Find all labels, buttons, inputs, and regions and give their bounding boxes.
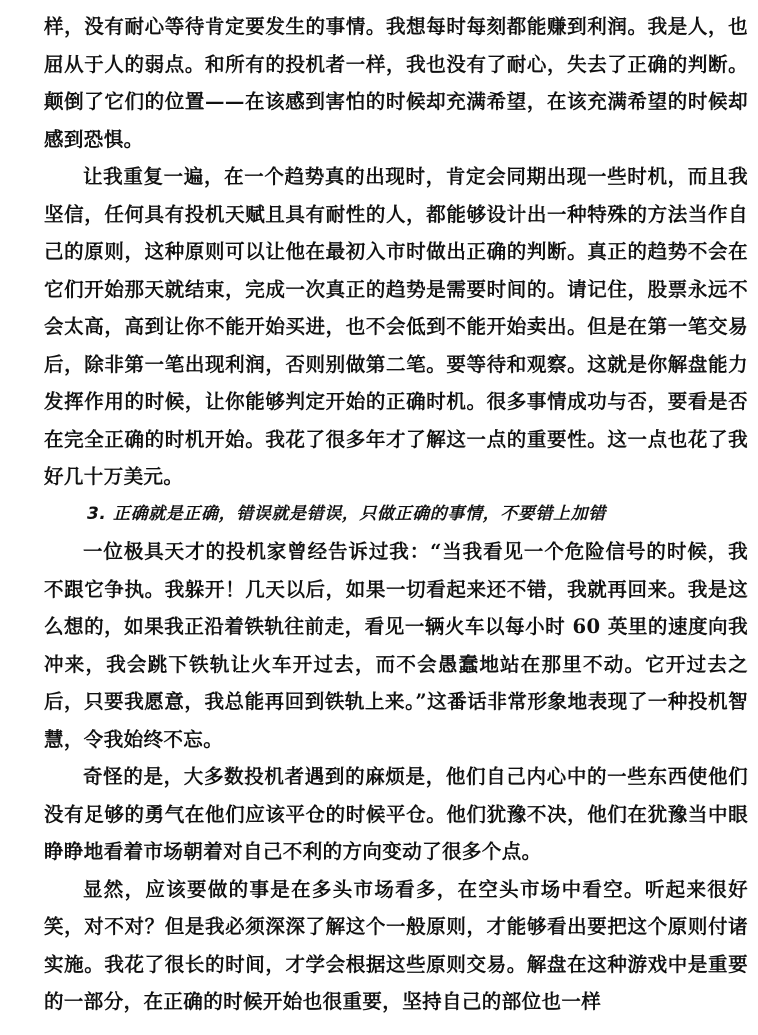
paragraph-bull-bear: 显然，应该要做的事是在多头市场看多，在空头市场中看空。听起来很好笑，对不对？但是我必须深深了解这个一般原则，才能够看出要把这个原则付诸实施。我花了很长的时间，才学会根据这些原则交易。解盘在这种游戏中是重要的一部分，在正确的时候开始也很重要，坚持自己的部位也一样: [44, 877, 748, 1013]
section-heading: 3. 正确就是正确，错误就是错误，只做正确的事情，不要错上加错: [87, 503, 606, 524]
paragraph-trend-timing: 让我重复一遍，在一个趋势真的出现时，肯定会同期出现一些时机，而且我坚信，任何具有投机天赋且具有耐性的人，都能够设计出一种特殊的方法当作自己的原则，这种原则可以让他在最初入市时做出正确的判断。真正的趋势不会在它们开始那天就结束，完成一次真正的趋势是需要时间的。请记住，股票永远不会太高，高到让你不能开始买进，也不会低到不能开始卖出。但是在第一笔交易后，除非第一笔出现利润，否则别做第二笔。要等待和观察。这就是你解盘能力发挥作用的时候，让你能够判定开始的正确时机。很多事情成功与否，要看是否在完全正确的时机开始。我花了很多年才了解这一点的重要性。这一点也花了我好几十万美元。: [44, 165, 748, 488]
paragraph-hesitation: 奇怪的是，大多数投机者遇到的麻烦是，他们自己内心中的一些东西使他们没有足够的勇气在他们应该平仓的时候平仓。他们犹豫不决，他们在犹豫当中眼睁睁地看着市场朝着对自己不利的方向变动了很多个点。: [44, 765, 748, 863]
paragraph-continued: 样，没有耐心等待肯定要发生的事情。我想每时每刻都能赚到利润。我是人，也屈从于人的弱点。和所有的投机者一样，我也没有了耐心，失去了正确的判断。颠倒了它们的位置——在该感到害怕的时候却充满希望，在该充满希望的时候却感到恐惧。: [44, 15, 748, 151]
paragraph-railroad-quote: 一位极具天才的投机家曾经告诉过我：“当我看见一个危险信号的时候，我不跟它争执。我躲开！几天以后，如果一切看起来还不错，我就再回来。我是这么想的，如果我正沿着铁轨往前走，看见一辆火车以每小时 60 英里的速度向我冲来，我会跳下铁轨让火车开过去，而不会愚蠢地站在那里不动。它开过去之后，只要我愿意，我总能再回到铁轨上来。”这番话非常形象地表现了一种投机智慧，令我始终不忘。: [44, 540, 748, 751]
